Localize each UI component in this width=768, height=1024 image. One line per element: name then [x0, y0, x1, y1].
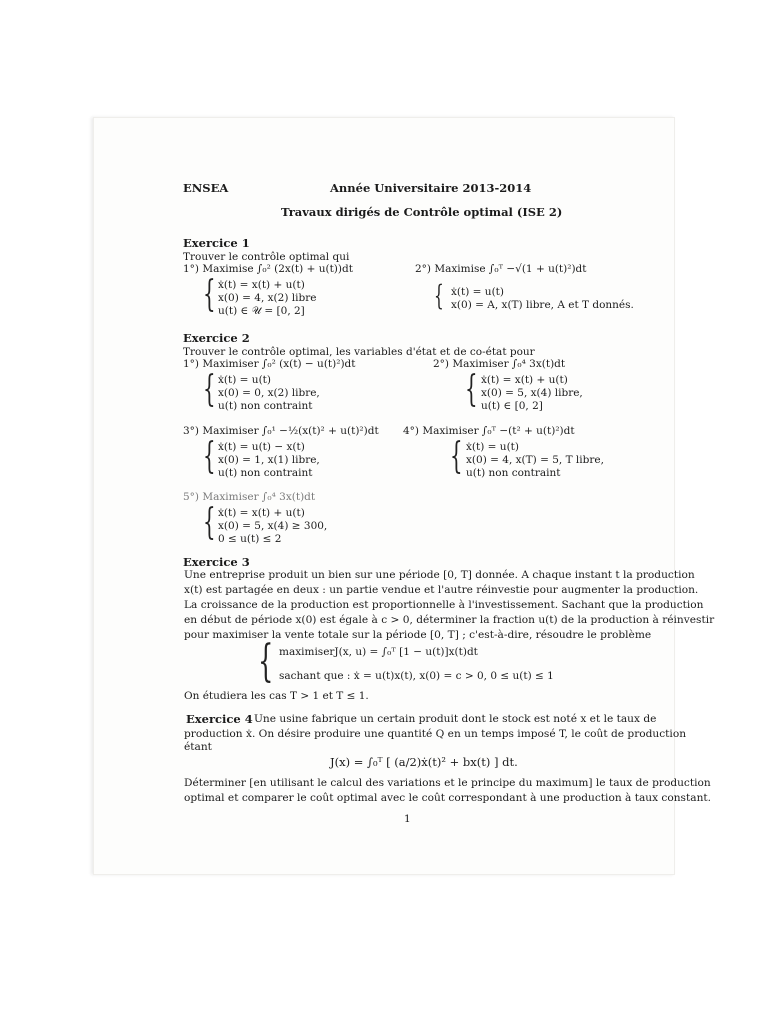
ex1-problem2-label: 2°) Maximise ∫₀ᵀ −√(1 + u(t)²)dt	[415, 263, 587, 275]
ex1-problem2-brace: {	[434, 279, 444, 312]
ex3-line5: pour maximiser la vente totale sur la période [0, T] ; c'est-à-dire, résoudre le problème	[184, 629, 652, 641]
ex2-p5-line2: x(0) = 5, x(4) ≥ 300,	[218, 520, 328, 532]
ex1-p1-line2: x(0) = 4, x(2) libre	[218, 292, 317, 304]
ex1-heading: Exercice 1	[183, 236, 250, 250]
ex2-p2-line3: u(t) ∈ [0, 2]	[481, 400, 543, 412]
ex4-line4: Déterminer [en utilisant le calcul des variations et le principe du maximum] le taux de production	[184, 777, 711, 789]
ex4-line2: production ẋ. On désire produire une quantité Q en un temps imposé T, le coût de production	[184, 728, 687, 740]
page-number: 1	[404, 813, 411, 825]
ex3-system-brace: {	[258, 636, 274, 687]
ex3-line3: La croissance de la production est proportionnelle à l'investissement. Sachant que la production	[184, 599, 704, 611]
ex2-p5-line3: 0 ≤ u(t) ≤ 2	[218, 533, 282, 545]
ex4-line3: étant	[184, 741, 212, 753]
ex4-line5: optimal et comparer le coût optimal avec le coût correspondant à une production à taux constant.	[184, 792, 712, 804]
ex3-heading: Exercice 3	[183, 555, 250, 569]
ex3-objective: maximiserJ(x, u) = ∫₀ᵀ [1 − u(t)]x(t)dt	[279, 646, 478, 658]
ex2-p1-line2: x(0) = 0, x(2) libre,	[218, 387, 320, 399]
ex2-intro: Trouver le contrôle optimal, les variables d'état et de co-état pour	[183, 346, 535, 358]
ex2-problem2-brace: {	[465, 369, 478, 410]
ex2-problem2-label: 2°) Maximiser ∫₀⁴ 3x(t)dt	[433, 358, 566, 370]
ex3-note: On étudiera les cas T > 1 et T ≤ 1.	[184, 690, 369, 702]
ex2-p4-line3: u(t) non contraint	[466, 467, 561, 479]
ex2-p2-line2: x(0) = 5, x(4) libre,	[481, 387, 583, 399]
ex3-line1: Une entreprise produit un bien sur une période [0, T] donnée. A chaque instant t la production	[184, 569, 695, 581]
ex3-constraint: sachant que : ẋ = u(t)x(t), x(0) = c > 0, 0 ≤ u(t) ≤ 1	[279, 670, 554, 682]
ex4-line1: Une usine fabrique un certain produit dont le stock est noté x et le taux de	[254, 713, 657, 725]
ex3-line2: x(t) est partagée en deux : un partie vendue et l'autre réinvestie pour augmenter la production.	[184, 584, 699, 596]
ex2-problem5-label: 5°) Maximiser ∫₀⁴ 3x(t)dt	[183, 491, 316, 503]
ex2-p4-line1: ẋ(t) = u(t)	[466, 441, 519, 453]
ex1-p1-line1: ẋ(t) = x(t) + u(t)	[218, 279, 305, 291]
academic-year: Année Universitaire 2013-2014	[330, 181, 532, 195]
ex2-p3-line1: ẋ(t) = u(t) − x(t)	[218, 441, 305, 453]
ex2-p2-line1: ẋ(t) = x(t) + u(t)	[481, 374, 568, 386]
ex2-problem4-brace: {	[450, 436, 463, 477]
ex1-p2-line2: x(0) = A, x(T) libre, A et T donnés.	[451, 299, 634, 311]
ex3-line4: en début de période x(0) est égale à c > 0, déterminer la fraction u(t) de la production à réinvestir	[184, 614, 715, 626]
ex2-p3-line3: u(t) non contraint	[218, 467, 313, 479]
ex2-p1-line3: u(t) non contraint	[218, 400, 313, 412]
ex2-problem3-label: 3°) Maximiser ∫₀¹ −½(x(t)² + u(t)²)dt	[183, 425, 379, 437]
ex2-problem3-brace: {	[203, 436, 216, 477]
ex4-heading: Exercice 4	[186, 712, 253, 726]
ex1-problem1-brace: {	[203, 274, 216, 315]
ex1-intro: Trouver le contrôle optimal qui	[183, 251, 350, 263]
ex2-problem1-label: 1°) Maximiser ∫₀² (x(t) − u(t)²)dt	[183, 358, 356, 370]
document-title: Travaux dirigés de Contrôle optimal (ISE 2)	[281, 205, 563, 219]
ex1-p2-line1: ẋ(t) = u(t)	[451, 286, 504, 298]
ex2-p3-line2: x(0) = 1, x(1) libre,	[218, 454, 320, 466]
school-name: ENSEA	[183, 181, 229, 195]
ex2-p5-line1: ẋ(t) = x(t) + u(t)	[218, 507, 305, 519]
ex2-p1-line1: ẋ(t) = u(t)	[218, 374, 271, 386]
ex2-problem5-brace: {	[203, 502, 216, 543]
ex1-p1-line3: u(t) ∈ 𝒰 = [0, 2]	[218, 305, 305, 317]
ex4-cost-formula: J(x) = ∫₀ᵀ [ (a/2)ẋ(t)² + bx(t) ] dt.	[330, 755, 518, 769]
ex2-p4-line2: x(0) = 4, x(T) = 5, T libre,	[466, 454, 604, 466]
ex2-problem4-label: 4°) Maximiser ∫₀ᵀ −(t² + u(t)²)dt	[403, 425, 575, 437]
ex1-problem1-label: 1°) Maximise ∫₀² (2x(t) + u(t))dt	[183, 263, 353, 275]
ex2-problem1-brace: {	[203, 369, 216, 410]
ex2-heading: Exercice 2	[183, 331, 250, 345]
